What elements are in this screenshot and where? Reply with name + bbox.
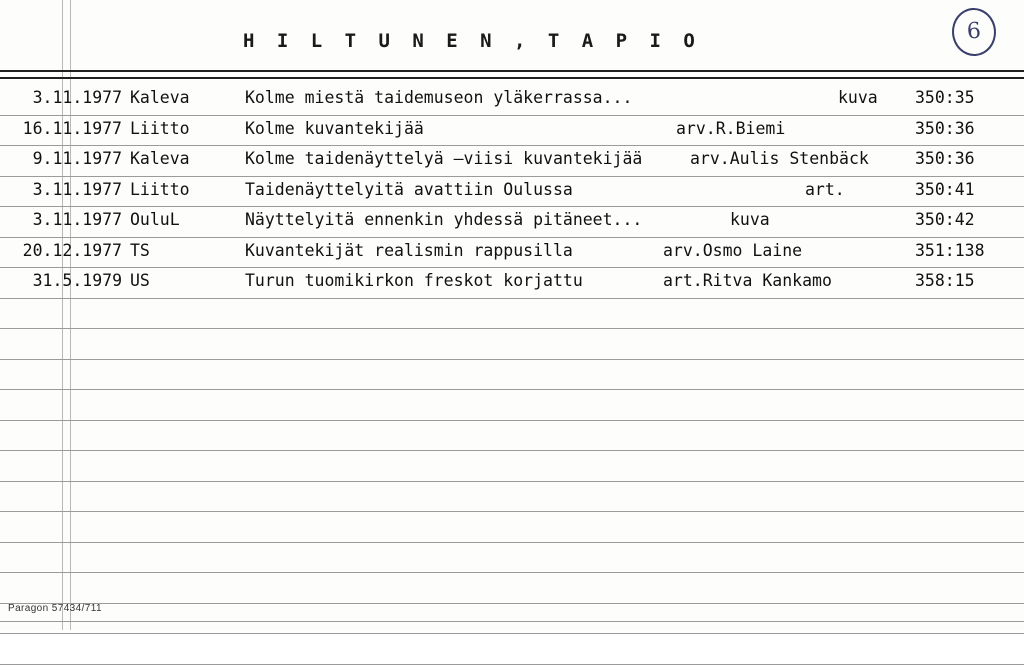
entry-source: OuluL bbox=[130, 210, 180, 229]
rule-line bbox=[0, 603, 1024, 604]
entry-reference: 350:36 bbox=[915, 149, 975, 168]
rule-line bbox=[0, 359, 1024, 360]
entry-date: 20.12.1977 bbox=[22, 240, 122, 260]
entry-title: Kolme miestä taidemuseon yläkerrassa... bbox=[245, 88, 633, 107]
header-rule-upper bbox=[0, 70, 1024, 72]
page-number-circle: 6 bbox=[950, 7, 997, 58]
entry-source: Liitto bbox=[130, 118, 190, 138]
rule-line bbox=[0, 572, 1024, 573]
page-title: H I L T U N E N , T A P I O bbox=[243, 30, 701, 52]
entry-kind: kuva bbox=[838, 88, 878, 107]
rule-line bbox=[0, 450, 1024, 451]
entry-title: Kolme kuvantekijää bbox=[245, 118, 424, 138]
entry-source: US bbox=[130, 271, 150, 290]
printer-imprint: Paragon 57434/711 bbox=[8, 603, 102, 614]
entry-title: Turun tuomikirkon freskot korjattu bbox=[245, 271, 583, 290]
header-rule-lower bbox=[0, 77, 1024, 79]
entry-source: Kaleva bbox=[130, 149, 190, 168]
table-row[interactable] bbox=[0, 237, 1024, 267]
table-row[interactable] bbox=[0, 176, 1024, 206]
rule-line bbox=[0, 328, 1024, 329]
entry-reference: 351:138 bbox=[915, 240, 985, 260]
rule-line bbox=[0, 664, 1024, 665]
entry-kind: kuva bbox=[730, 210, 770, 229]
rule-line bbox=[0, 481, 1024, 482]
entry-date: 9.11.1977 bbox=[32, 149, 122, 168]
entry-date: 3.11.1977 bbox=[32, 210, 122, 229]
entry-title: Kolme taidenäyttelyä –viisi kuvantekijää bbox=[245, 149, 643, 168]
entry-source: TS bbox=[130, 240, 150, 260]
rule-line bbox=[0, 633, 1024, 634]
table-row[interactable] bbox=[0, 145, 1024, 175]
entry-date: 3.11.1977 bbox=[32, 179, 122, 199]
entry-title: Kuvantekijät realismin rappusilla bbox=[245, 240, 573, 260]
rule-line bbox=[0, 420, 1024, 421]
entry-reference: 350:42 bbox=[915, 210, 975, 229]
entry-reference: 350:41 bbox=[915, 179, 975, 199]
table-row[interactable] bbox=[0, 206, 1024, 236]
table-row[interactable] bbox=[0, 115, 1024, 145]
table-row[interactable] bbox=[0, 84, 1024, 114]
entry-kind: arv.Osmo Laine bbox=[663, 240, 803, 260]
entry-title: Taidenäyttelyitä avattiin Oulussa bbox=[245, 179, 573, 199]
entry-reference: 358:15 bbox=[915, 271, 975, 290]
entry-kind: arv.Aulis Stenbäck bbox=[690, 149, 869, 168]
entry-date: 3.11.1977 bbox=[32, 88, 122, 107]
entry-date: 31.5.1979 bbox=[32, 271, 122, 290]
rule-line bbox=[0, 389, 1024, 390]
entry-date: 16.11.1977 bbox=[22, 118, 122, 138]
card-bottom-rule bbox=[0, 621, 1024, 622]
table-row[interactable] bbox=[0, 267, 1024, 297]
entry-kind: arv.R.Biemi bbox=[676, 118, 786, 138]
rule-line bbox=[0, 542, 1024, 543]
entry-source: Kaleva bbox=[130, 88, 190, 107]
rule-line bbox=[0, 511, 1024, 512]
rule-line bbox=[0, 298, 1024, 299]
card-header bbox=[0, 0, 1024, 74]
entry-kind: art. bbox=[805, 179, 845, 199]
entry-source: Liitto bbox=[130, 179, 190, 199]
entry-title: Näyttelyitä ennenkin yhdessä pitäneet... bbox=[245, 210, 643, 229]
entry-reference: 350:35 bbox=[915, 88, 975, 107]
entry-reference: 350:36 bbox=[915, 118, 975, 138]
entry-kind: art.Ritva Kankamo bbox=[663, 271, 832, 290]
